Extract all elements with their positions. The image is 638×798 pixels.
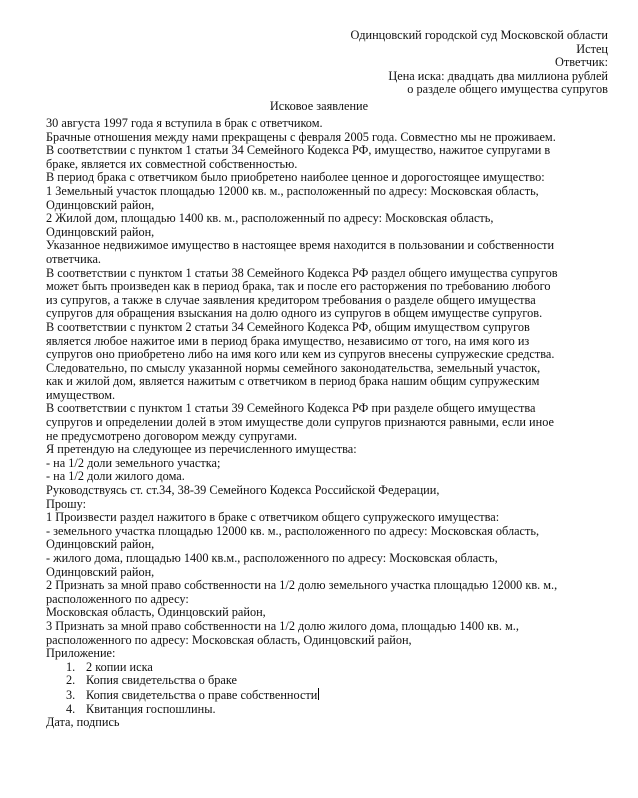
paragraph-line: 3 Признать за мной право собственности на 1/2 долю жилого дома, площадью 1400 кв. м., (46, 618, 519, 633)
paragraph-line: Московская область, Одинцовский район, (46, 605, 266, 620)
court-name: Одинцовский городской суд Московской области (350, 28, 608, 42)
list-item-text: Копия свидетельства о браке (86, 673, 237, 688)
paragraph-line: - земельного участка площадью 12000 кв. м., расположенного по адресу: Московская область, (46, 523, 540, 538)
paragraph-line: В соответствии с пунктом 1 статьи 34 Семейного Кодекса РФ, имущество, нажитое супругами в (46, 143, 551, 158)
paragraph-line: Одинцовский район, (46, 564, 155, 579)
text-cursor (318, 688, 319, 700)
list-item-text: Копия свидетельства о праве собственности (86, 687, 318, 702)
paragraph-line: супругов для обращения взыскания на долю одного из супругов в общем имуществе супругов. (46, 306, 543, 321)
attachments-heading: Приложение: (46, 646, 116, 661)
claim-price: Цена иска: двадцать два миллиона рублей (388, 68, 608, 83)
plaintiff-label: Истец (576, 41, 608, 56)
claim-subject: о разделе общего имущества супругов (407, 82, 608, 97)
paragraph-line: является любое нажитое ими в период брака имущество, независимо от того, на имя кого из (46, 333, 530, 348)
list-number: 1. (66, 659, 76, 674)
document-header (351, 29, 608, 97)
paragraph-line: В период брака с ответчиком было приобретено наиболее ценное и дорогостоящее имущество: (46, 170, 545, 185)
paragraph-line: расположенного по адресу: (46, 591, 189, 606)
paragraph-line: Брачные отношения между нами прекращены с февраля 2005 года. Совместно мы не проживаем. (46, 129, 556, 144)
paragraph-line: Руководствуясь ст. ст.34, 38-39 Семейного Кодекса Российской Федерации, (46, 483, 440, 498)
list-item (46, 688, 606, 703)
list-item-text: 2 копии иска (86, 659, 153, 674)
list-item (46, 674, 606, 688)
paragraph-line: супругов и определении долей в этом имуществе доли супругов признаются равными, если иное (46, 415, 554, 430)
paragraph-line: супругов оно приобретено либо на имя кого или кем из супругов внесены супружеские средства. (46, 347, 555, 362)
paragraph-line: Одинцовский район, (46, 537, 155, 552)
document-title: Исковое заявление (269, 99, 369, 113)
paragraph-line: Одинцовский район, (46, 197, 155, 212)
list-number: 2. (66, 673, 76, 688)
paragraph-line: Я претендую на следующее из перечисленного имущества: (46, 442, 357, 457)
paragraph-line: В соответствии с пунктом 1 статьи 39 Семейного Кодекса РФ при разделе общего имущества (46, 401, 536, 416)
attachments-list (46, 661, 606, 716)
paragraph-line: 2 Признать за мной право собственности на 1/2 долю земельного участка площадью 12000 кв. м., (46, 578, 558, 593)
paragraph-line: - жилого дома, площадью 1400 кв.м., расположенного по адресу: Московская область, (46, 551, 498, 565)
paragraph-line: - на 1/2 доли жилого дома. (46, 469, 185, 484)
signature-line: Дата, подпись (46, 715, 120, 730)
paragraph-line: имуществом. (46, 387, 116, 402)
paragraph-line: не предусмотрено договором между супругами. (46, 428, 298, 443)
paragraph-line: Прошу: (46, 496, 87, 511)
list-number: 3. (66, 687, 76, 702)
defendant-label: Ответчик: (555, 55, 608, 70)
paragraph-line: 2 Жилой дом, площадью 1400 кв. м., расположенный по адресу: Московская область, (46, 211, 494, 226)
paragraph-line: Указанное недвижимое имущество в настоящее время находится в пользовании и собственности (46, 238, 555, 253)
paragraph-line: В соответствии с пунктом 2 статьи 34 Семейного Кодекса РФ, общим имуществом супругов (46, 319, 530, 334)
paragraph-line: как и жилой дом, является нажитым с ответчиком в период брака нашим общим супружеским (46, 374, 540, 389)
paragraph-line: расположенного по адресу: Московская область, Одинцовский район, (46, 632, 412, 647)
list-item (46, 661, 606, 675)
paragraph-line: - на 1/2 доли земельного участка; (46, 455, 221, 470)
paragraph-line: 30 августа 1997 года я вступила в брак с ответчиком. (46, 116, 323, 130)
list-number: 4. (66, 701, 76, 716)
paragraph-line: Одинцовский район, (46, 224, 155, 239)
paragraph-line: В соответствии с пунктом 1 статьи 38 Семейного Кодекса РФ раздел общего имущества супругов (46, 265, 558, 280)
paragraph-line: Следовательно, по смыслу указанной нормы семейного законодательства, земельный участок, (46, 360, 541, 375)
paragraph-line: может быть произведен как в период брака, так и после его расторжения по требованию любого (46, 279, 551, 294)
paragraph-line: ответчика. (46, 251, 102, 266)
list-item (46, 703, 606, 717)
document-body (46, 117, 606, 730)
paragraph-line: 1 Земельный участок площадью 12000 кв. м., расположенный по адресу: Московская область, (46, 183, 539, 198)
paragraph-line: браке, является их совместной собственностью. (46, 156, 298, 171)
paragraph-line: 1 Произвести раздел нажитого в браке с ответчиком общего супружеского имущества: (46, 510, 500, 525)
paragraph-line: из супругов, а также в случае заявления кредитором требования о разделе общего имущества (46, 292, 536, 307)
list-item-text: Квитанция госпошлины. (86, 701, 216, 716)
